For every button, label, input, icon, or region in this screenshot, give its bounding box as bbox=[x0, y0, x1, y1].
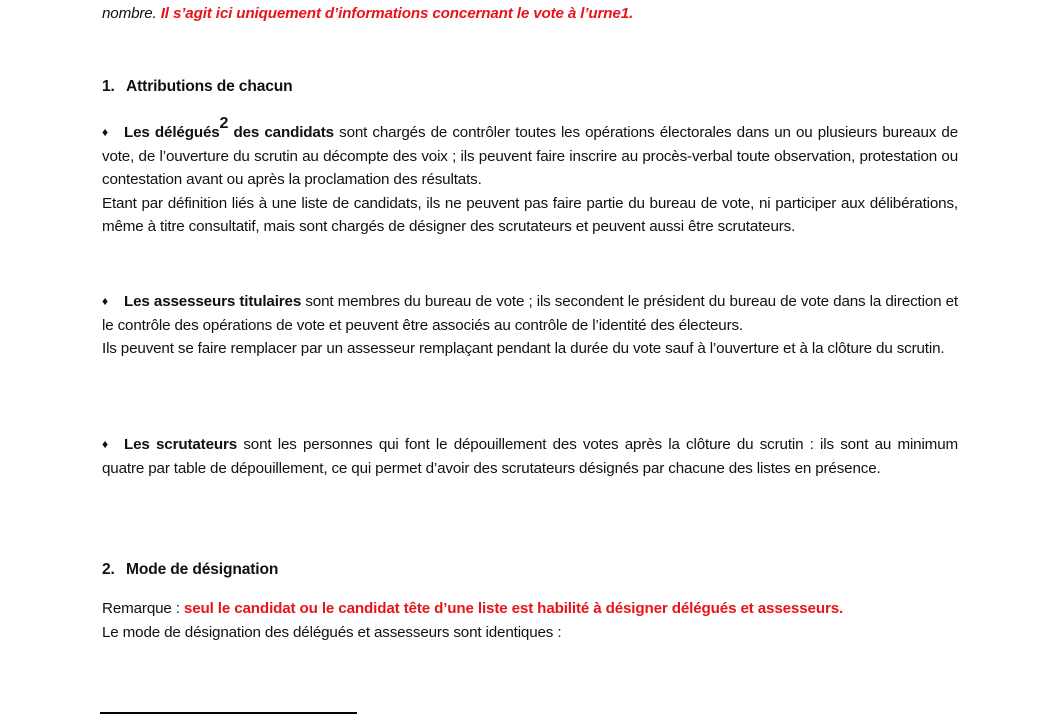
diamond-bullet-icon: ♦ bbox=[102, 294, 108, 308]
paragraph-scrutateurs bbox=[102, 433, 958, 480]
intro-line bbox=[102, 2, 958, 26]
section-1-title: Attributions de chacun bbox=[126, 78, 293, 95]
term-des-candidats: des candidats bbox=[228, 124, 334, 141]
paragraph-delegues bbox=[102, 115, 958, 239]
paragraph-assesseurs-text: sont membres du bureau de vote ; ils secondent le président du bureau de vote dans la direction et le contrôle des opérations de vote et peuvent être associés au contrôle de l’identité des électeurs. bbox=[102, 293, 958, 334]
paragraph-delegues-text-2: Etant par définition liés à une liste de candidats, ils ne peuvent pas faire partie du bureau de vote, ni participer aux délibérations, même à titre consultatif, mais sont chargés de désigner des scrutateurs et peuvent aussi être scrutateurs. bbox=[102, 194, 958, 236]
remark-red-text: seul le candidat ou le candidat tête d’une liste est habilité à désigner délégués et assesseurs. bbox=[183, 600, 844, 617]
term-scrutateurs: Les scrutateurs bbox=[124, 436, 238, 453]
term-assesseurs-titulaires: Les assesseurs titulaires bbox=[124, 293, 302, 310]
section-2-title: Mode de désignation bbox=[126, 561, 279, 578]
section-1-heading bbox=[102, 75, 958, 99]
remark-line bbox=[102, 597, 958, 621]
footnote-separator bbox=[100, 712, 357, 714]
intro-prefix: nombre. bbox=[102, 5, 161, 22]
footnote-ref-2[interactable]: 2 bbox=[219, 115, 229, 132]
section-2-number: 2. bbox=[102, 561, 115, 578]
paragraph-assesseurs bbox=[102, 290, 958, 361]
paragraph-assesseurs-text-2: Ils peuvent se faire remplacer par un assesseur remplaçant pendant la durée du vote sauf à l’ouverture et à la clôture du scrutin. bbox=[102, 340, 945, 358]
remark-label: Remarque : bbox=[102, 600, 184, 617]
diamond-bullet-icon: ♦ bbox=[102, 437, 108, 451]
section-1-number: 1. bbox=[102, 78, 115, 95]
intro-red-note: Il s’agit ici uniquement d’informations concernant le vote à l’urne1. bbox=[160, 5, 634, 22]
designation-text: Le mode de désignation des délégués et assesseurs sont identiques : bbox=[102, 624, 562, 641]
diamond-bullet-icon: ♦ bbox=[102, 125, 108, 139]
term-delegues: Les délégués bbox=[124, 124, 220, 141]
section-2-heading bbox=[102, 558, 958, 582]
paragraph-delegues-text: sont chargés de contrôler toutes les opérations électorales dans un ou plusieurs bureaux de vote, de l’ouverture du scrutin au décompte des voix ; ils peuvent faire inscrire au procès-verbal toute observation, protestation ou contestation avant ou après la proclamation des résultats. bbox=[102, 124, 958, 189]
paragraph-scrutateurs-text: sont les personnes qui font le dépouillement des votes après la clôture du scrutin : ils sont au minimum quatre par table de dépouillement, ce qui permet d’avoir des scrutateurs désignés par chacune des listes en présence. bbox=[102, 436, 958, 477]
